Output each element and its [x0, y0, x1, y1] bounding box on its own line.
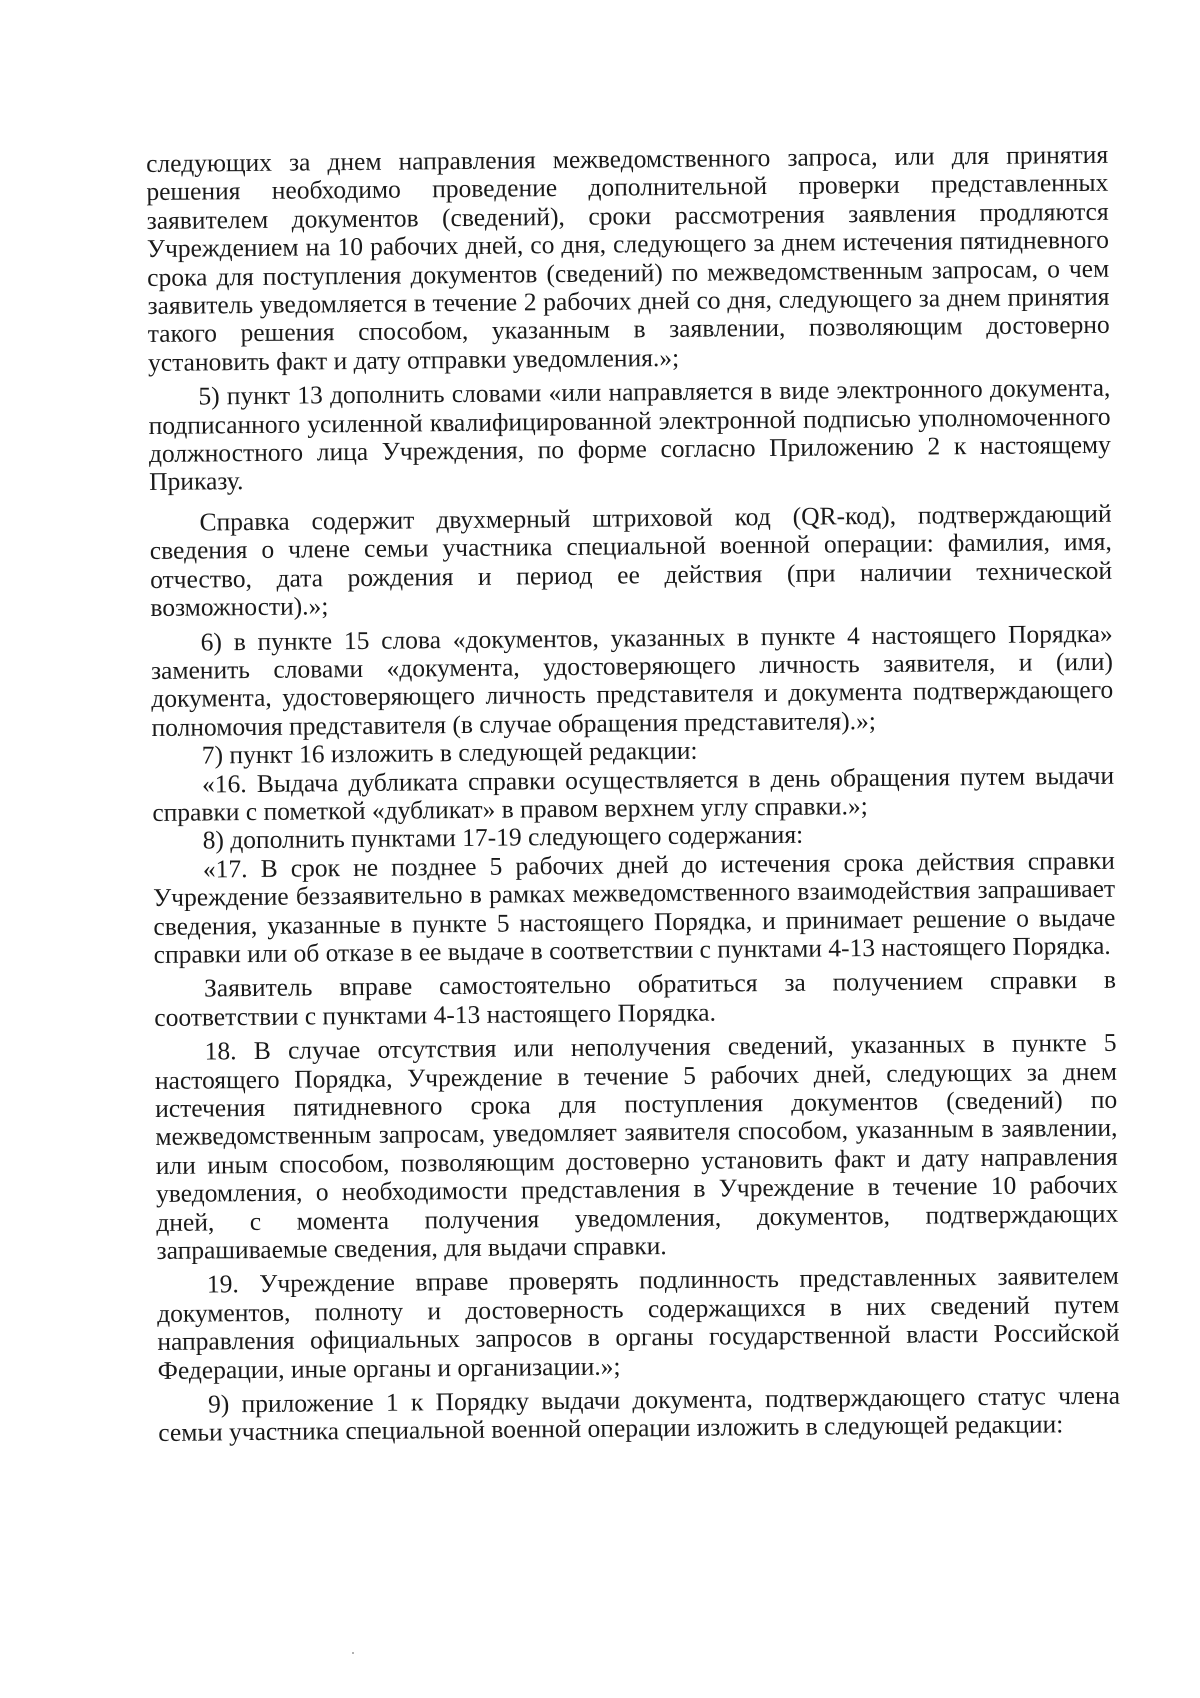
- scan-speck: [352, 1652, 354, 1654]
- paragraph-item-5: 5) пункт 13 дополнить словами «или направляется в виде электронного документа, подписанного усиленной квалифицированной электронной подписью уполномоченного должностного лица Учреждения, по форме согласно Приложению 2 к настоящему Приказу.: [148, 373, 1112, 497]
- paragraph-item-9: 9) приложение 1 к Порядку выдачи документа, подтверждающего статус члена семьи участника специальной военной операции изложить в следующей редакции:: [158, 1380, 1121, 1448]
- paragraph-item-6: 6) в пункте 15 слова «документов, указанных в пункте 4 настоящего Порядка» заменить словами «документа, удостоверяющего личность заявителя, и (или) документа, удостоверяющего личность представителя и документа подтверждающего полномочия представителя (в случае обращения представителя).»;: [150, 618, 1114, 742]
- paragraph-item-8: 8) дополнить пунктами 17-19 следующего содержания:: [202, 820, 804, 855]
- paragraph-qr-code: Справка содержит двухмерный штриховой код (QR-код), подтверждающий сведения о члене семьи участника специальной военной операции: фамилия, имя, отчество, дата рождения и период ее действия (при наличии технической возможности).»;: [149, 498, 1113, 623]
- paragraph-applicant-right: Заявитель вправе самостоятельно обратиться за получением справки в соответствии с пунктами 4-13 настоящего Порядка.: [154, 965, 1117, 1032]
- paragraph-clause-16: «16. Выдача дубликата справки осуществляется в день обращения путем выдачи справки с пометкой «дубликат» в правом верхнем углу справки.»;: [152, 760, 1115, 827]
- document-body: [146, 141, 1120, 1448]
- paragraph-item-7: 7) пункт 16 изложить в следующей редакции:: [201, 735, 698, 770]
- paragraph-continuation: следующих за днем направления межведомственного запроса, или для принятия решения необходимо проведение дополнительной проверки представленных заявителем документов (сведений), сроки рассмотрения заявления продляются Учреждением на 10 рабочих дней, со дня, следующего за днем истечения пятидневного срока для поступления документов (сведений) по межведомственным запросам, о чем заявитель уведомляется в течение 2 рабочих дней со дня, следующего за днем принятия такого решения способом, указанным в заявлении, позволяющим достоверно установить факт и дату отправки уведомления.»;: [145, 139, 1110, 377]
- paragraph-clause-17: «17. В срок не позднее 5 рабочих дней до истечения срока действия справки Учреждение беззаявительно в рамках межведомственного взаимодействия запрашивает сведения, указанные в пункте 5 настоящего Порядка, и принимает решение о выдаче справки или об отказе в ее выдаче в соответствии с пунктами 4-13 настоящего Порядка.: [153, 845, 1116, 969]
- paragraph-clause-18: 18. В случае отсутствия или неполучения сведений, указанных в пункте 5 настоящего Порядка, Учреждение в течение 5 рабочих дней, следующих за днем истечения пятидневного срока для поступления документов (сведений) по межведомственным запросам, уведомляет заявителя способом, указанным в заявлении, или иным способом, позволяющим достоверно установить факт и дату направления уведомления, о необходимости представления в Учреждение в течение 10 рабочих дней, с момента получения уведомления, документов, подтверждающих запрашиваемые сведения, для выдачи справки.: [154, 1027, 1119, 1265]
- paragraph-clause-19: 19. Учреждение вправе проверять подлинность представленных заявителем документов, полноту и достоверность содержащихся в них сведений путем направления официальных запросов в органы государственной власти Российской Федерации, иные органы и организации.»;: [157, 1261, 1120, 1385]
